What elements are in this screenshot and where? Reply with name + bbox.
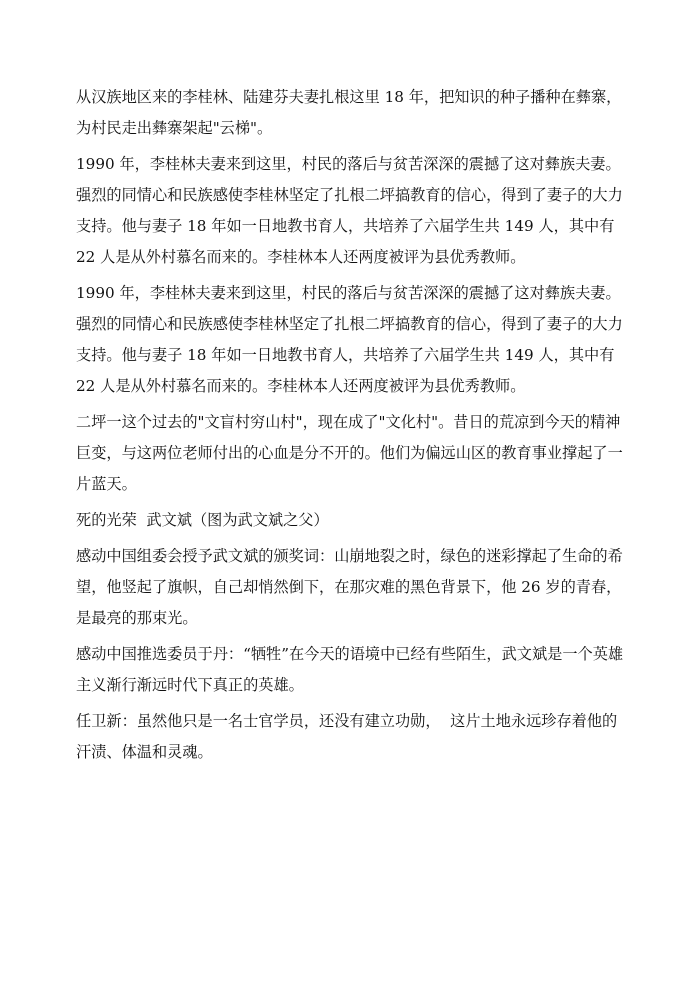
section-heading: 死的光荣 武文斌（图为武文斌之父）	[76, 511, 329, 529]
paragraph-4: 二坪一这个过去的"文盲村穷山村"，现在成了"文化村"。昔日的荒凉到今天的精神巨变，与这两位老师付出的心血是分不开的。他们为偏远山区的教育事业撑起了一片蓝天。	[76, 413, 623, 493]
paragraph-6: 感动中国推选委员于丹：“牺牲”在今天的语境中已经有些陌生，武文斌是一个英雄主义渐行渐远时代下真正的英雄。	[76, 645, 624, 694]
paragraph-1: 从汉族地区来的李桂林、陆建芬夫妻扎根这里 18 年，把知识的种子播种在彝寨，为村民走出彝寨架起"云梯"。	[76, 88, 622, 137]
paragraph-3: 1990 年，李桂林夫妻来到这里，村民的落后与贫苦深深的震撼了这对彝族夫妻。强烈的同情心和民族感使李桂林坚定了扎根二坪搞教育的信心，得到了妻子的大力支持。他与妻子 18 年如一日地教书育人，共培养了六届学生共 149 人，其中有 22 人是从外村慕名而来的。李桂林本人还两度被评为县优秀教师。	[76, 284, 623, 395]
paragraph-7: 任卫新：虽然他只是一名士官学员，还没有建立功勋， 这片土地永远珍存着他的汗渍、体温和灵魂。	[76, 712, 618, 761]
paragraph-2: 1990 年，李桂林夫妻来到这里，村民的落后与贫苦深深的震撼了这对彝族夫妻。强烈的同情心和民族感使李桂林坚定了扎根二坪搞教育的信心，得到了妻子的大力支持。他与妻子 18 年如一日地教书育人，共培养了六届学生共 149 人，其中有 22 人是从外村慕名而来的。李桂林本人还两度被评为县优秀教师。	[76, 155, 623, 266]
document-body	[76, 82, 626, 768]
paragraph-5: 感动中国组委会授予武文斌的颁奖词：山崩地裂之时，绿色的迷彩撑起了生命的希望，他竖起了旗帜，自己却悄然倒下，在那灾难的黑色背景下，他 26 岁的青春，是最亮的那束光。	[76, 547, 623, 627]
